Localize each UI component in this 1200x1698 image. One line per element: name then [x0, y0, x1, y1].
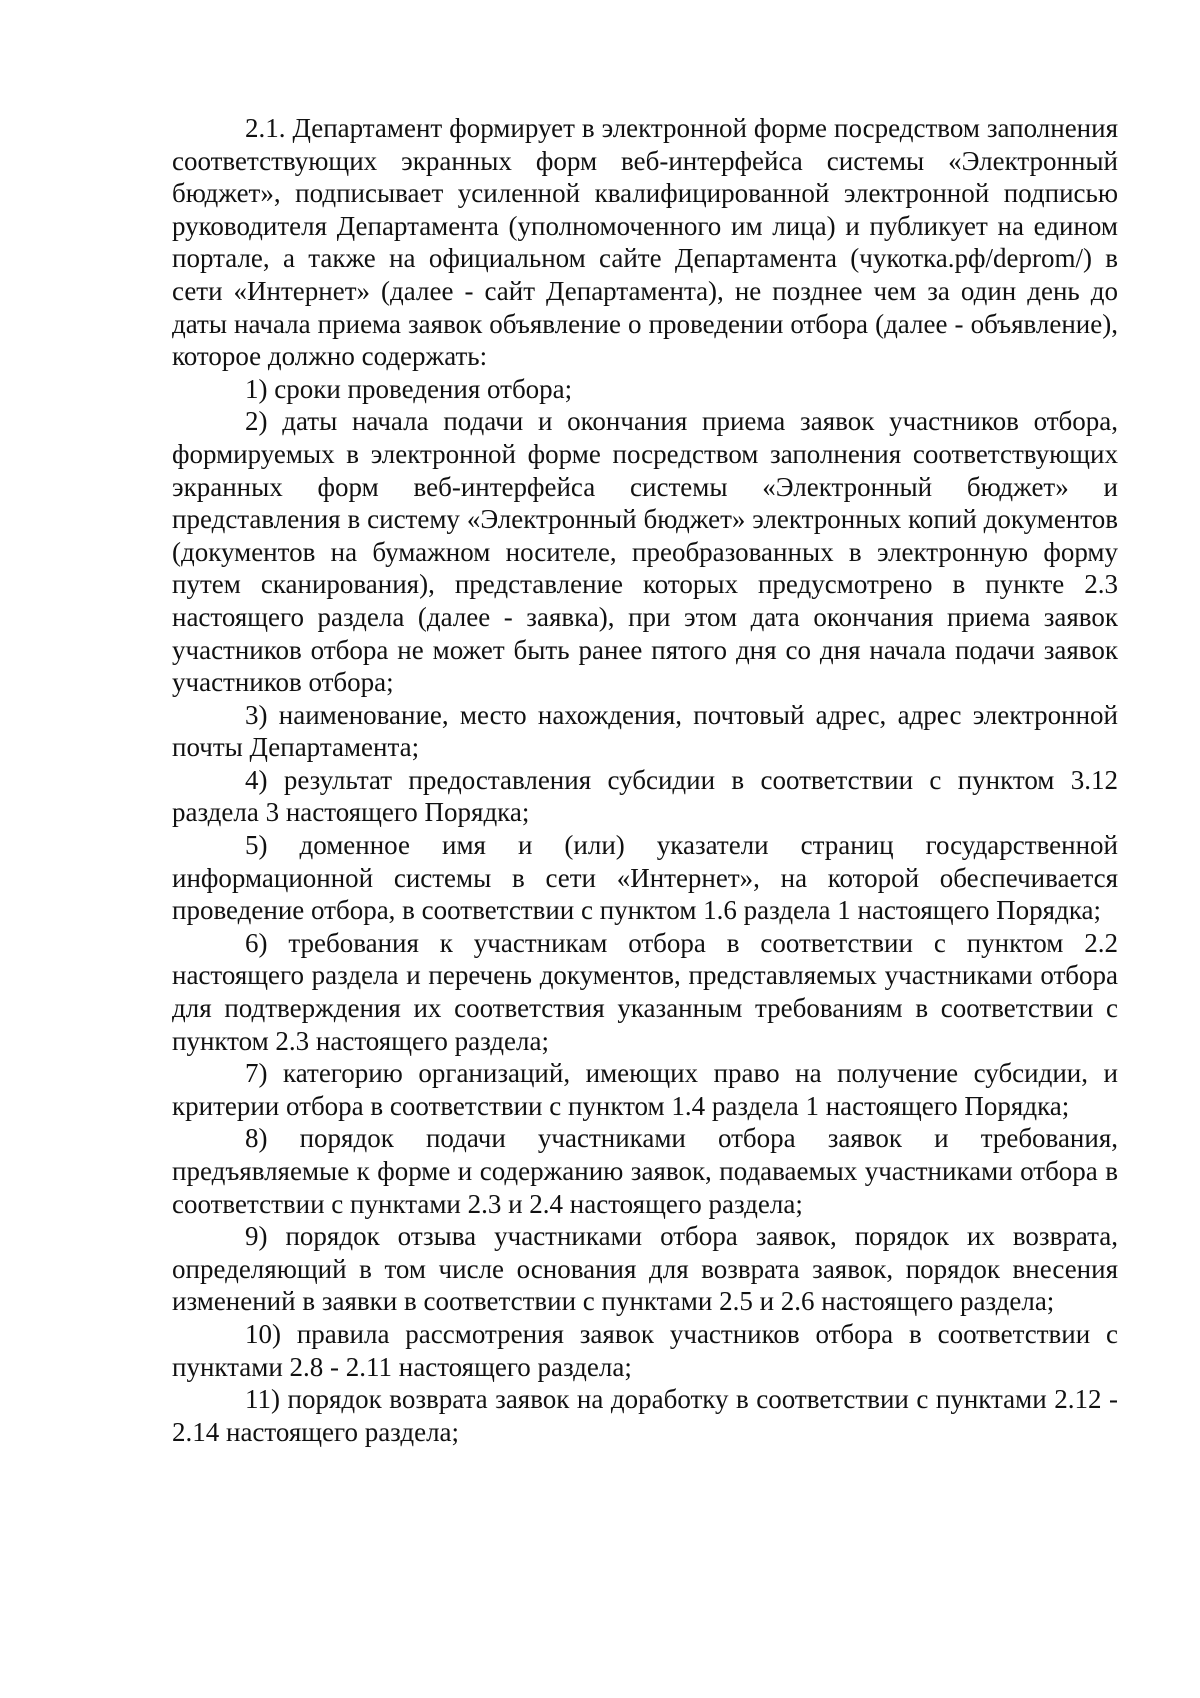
list-item-1: 1) сроки проведения отбора; — [245, 373, 573, 404]
list-item-2: 2) даты начала подачи и окончания приема заявок участников отбора, формируемых в электронной форме посредством заполнения соответствующих экранных форм веб-интерфейса системы «Электронный бюджет» и представления в систему «Электронный бюджет» электронных копий документов (документов на бумажном носителе, преобразованных в электронную форму путем сканирования), представление которых предусмотрено в пункте 2.3 настоящего раздела (далее - заявка), при этом дата окончания приема заявок участников отбора не может быть ранее пятого дня со дня начала подачи заявок участников отбора; — [172, 406, 1118, 698]
list-item-11: 11) порядок возврата заявок на доработку в соответствии с пунктами 2.12 - 2.14 настоящего раздела; — [172, 1384, 1118, 1447]
paragraph-2-1: 2.1. Департамент формирует в электронной форме посредством заполнения соответствующих экранных форм веб-интерфейса системы «Электронный бюджет», подписывает усиленной квалифицированной электронной подписью руководителя Департамента (уполномоченного им лица) и публикует на едином портале, а также на официальном сайте Департамента (чукотка.рф/deprom/) в сети «Интернет» (далее - сайт Департамента), не позднее чем за один день до даты начала приема заявок объявление о проведении отбора (далее - объявление), которое должно содержать: — [172, 113, 1118, 372]
list-item-3: 3) наименование, место нахождения, почтовый адрес, адрес электронной почты Департамента; — [172, 699, 1118, 763]
list-item-4: 4) результат предоставления субсидии в соответствии с пунктом 3.12 раздела 3 настоящего Порядка; — [172, 764, 1118, 828]
document-page — [172, 112, 1118, 1448]
list-item-5: 5) доменное имя и (или) указатели страниц государственной информационной системы в сети «Интернет», на которой обеспечивается проведение отбора, в соответствии с пунктом 1.6 раздела 1 настоящего Порядка; — [172, 830, 1118, 926]
list-item-9: 9) порядок отзыва участниками отбора заявок, порядок их возврата, определяющий в том числе основания для возврата заявок, порядок внесения изменений в заявки в соответствии с пунктами 2.5 и 2.6 настоящего раздела; — [172, 1221, 1118, 1317]
list-item-7: 7) категорию организаций, имеющих право на получение субсидии, и критерии отбора в соответствии с пунктом 1.4 раздела 1 настоящего Порядка; — [172, 1058, 1118, 1121]
list-item-6: 6) требования к участникам отбора в соответствии с пунктом 2.2 настоящего раздела и перечень документов, представляемых участниками отбора для подтверждения их соответствия указанным требованиям в соответствии с пунктом 2.3 настоящего раздела; — [172, 927, 1118, 1056]
list-item-8: 8) порядок подачи участниками отбора заявок и требования, предъявляемые к форме и содержанию заявок, подаваемых участниками отбора в соответствии с пунктами 2.3 и 2.4 настоящего раздела; — [172, 1123, 1118, 1219]
list-item-10: 10) правила рассмотрения заявок участников отбора в соответствии с пунктами 2.8 - 2.11 настоящего раздела; — [172, 1318, 1118, 1382]
